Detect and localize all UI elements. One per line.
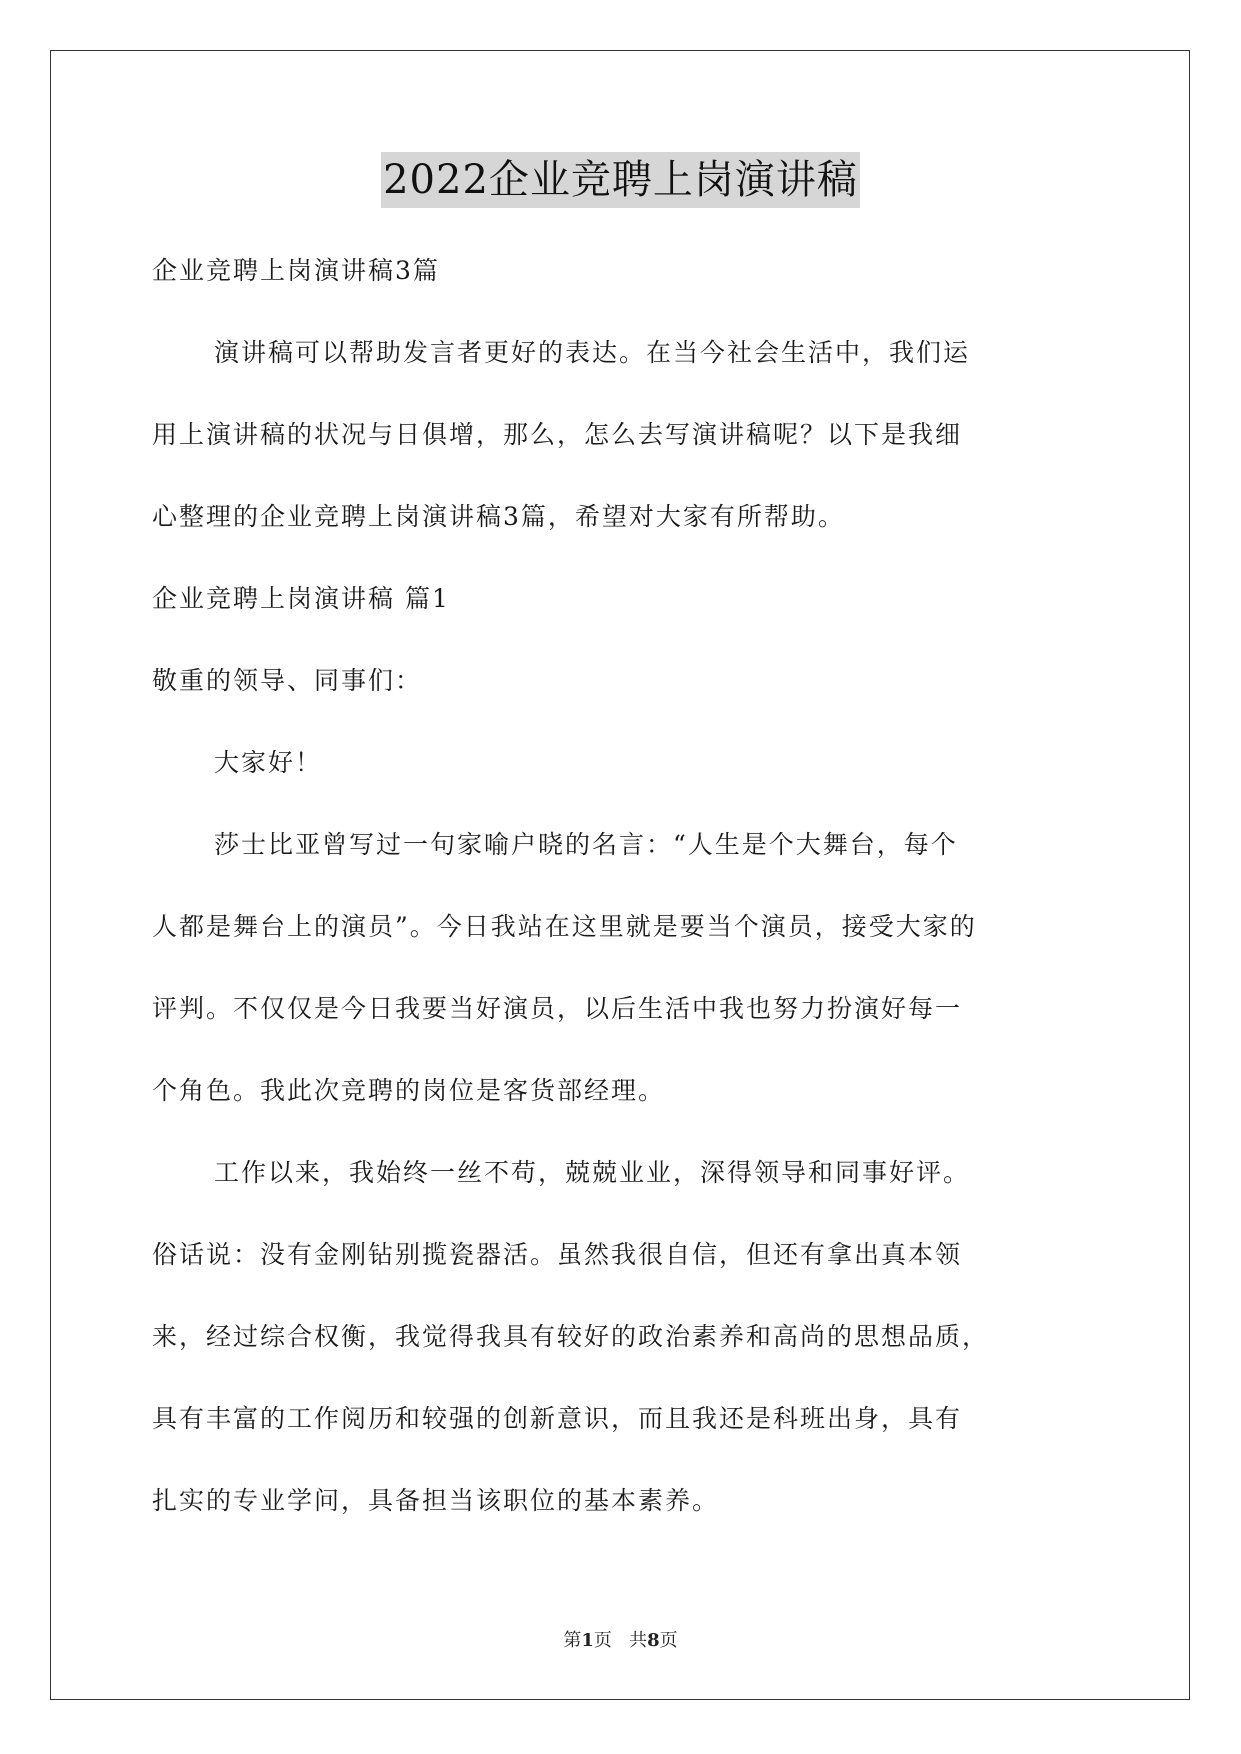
greeting-line: 大家好！ [214, 748, 323, 777]
document-body [152, 230, 1092, 1542]
paragraph-line: 莎士比亚曾写过一句家喻户晓的名言：“人生是个大舞台，每个 [214, 830, 958, 859]
paragraph-line: 评判。不仅仅是今日我要当好演员，以后生活中我也努力扮演好每一 [152, 994, 963, 1023]
paragraph-line: 个角色。我此次竞聘的岗位是客货部经理。 [152, 1076, 666, 1105]
paragraph-line: 演讲稿可以帮助发言者更好的表达。在当今社会生活中，我们运 [214, 338, 971, 367]
paragraph-line: 人都是舞台上的演员”。今日我站在这里就是要当个演员，接受大家的 [152, 912, 977, 941]
paragraph-line: 用上演讲稿的状况与日俱增，那么，怎么去写演讲稿呢？以下是我细 [152, 420, 963, 449]
paragraph-line: 扎实的专业学问，具备担当该职位的基本素养。 [152, 1486, 720, 1515]
total-prefix: 共 [629, 1630, 648, 1651]
paragraph-line: 工作以来，我始终一丝不苟，兢兢业业，深得领导和同事好评。 [214, 1158, 971, 1187]
total-pages: 8 [647, 1630, 660, 1651]
salutation-line: 敬重的领导、同事们： [152, 666, 423, 695]
total-suffix: 页 [659, 1630, 678, 1651]
paragraph-line: 心整理的企业竞聘上岗演讲稿3篇，希望对大家有所帮助。 [152, 502, 845, 531]
page-prefix: 第 [563, 1630, 582, 1651]
page-suffix: 页 [593, 1630, 612, 1651]
heading-line: 企业竞聘上岗演讲稿3篇 [152, 256, 440, 285]
paragraph-line: 来，经过综合权衡，我觉得我具有较好的政治素养和高尚的思想品质， [152, 1322, 990, 1351]
page-footer [0, 1626, 1241, 1652]
title-container [0, 152, 1241, 208]
page-number: 1 [581, 1630, 594, 1651]
document-title: 2022企业竞聘上岗演讲稿 [381, 152, 860, 208]
paragraph-line: 俗话说：没有金刚钻别揽瓷器活。虽然我很自信，但还有拿出真本领 [152, 1240, 963, 1269]
paragraph-line: 具有丰富的工作阅历和较强的创新意识，而且我还是科班出身，具有 [152, 1404, 963, 1433]
section-heading: 企业竞聘上岗演讲稿 篇1 [152, 584, 450, 613]
